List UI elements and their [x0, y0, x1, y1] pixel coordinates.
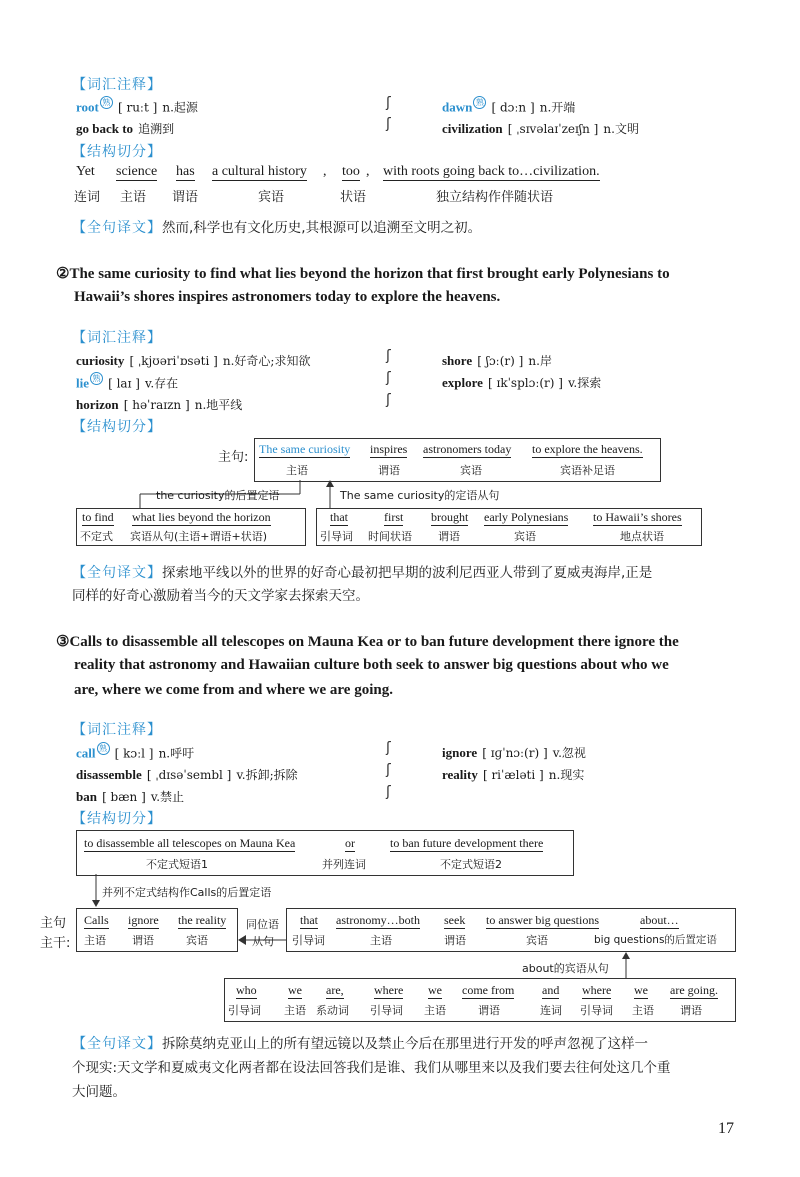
vocab-entry-curiosity: curiosity [ ˌkjʊəriˈɒsəti ] n.好奇心;求知欲: [76, 353, 311, 368]
translation-2-line-1: 【全句译文】探索地平线以外的世界的好奇心最初把早期的波利尼西亚人带到了夏威夷海岸,正是: [72, 565, 653, 581]
top-part-cn: 不定式短语2: [440, 858, 502, 871]
sentence-3-line-1: ③Calls to disassemble all telescopes on Mauna Kea or to ban future development there ignore the: [56, 634, 679, 650]
main-part-en: ignore: [128, 913, 159, 927]
vocab-entry-civilization: civilization [ ˌsɪvəlaɪˈzeɪʃn ] n.文明: [442, 121, 639, 136]
bottom-part-cn: 谓语: [478, 1004, 500, 1017]
bottom-part-en: where: [582, 983, 612, 997]
top-part-cn: 并列连词: [322, 858, 366, 871]
top-part-en: to disassemble all telescopes on Mauna Kea: [84, 836, 296, 850]
vocab-entry-ignore: ignore [ ɪɡˈnɔː(r) ] v.忽视: [442, 745, 586, 760]
main-part-en: The same curiosity: [259, 442, 351, 456]
main-part-cn: 宾语: [460, 464, 482, 477]
right-part-cn: 谓语: [438, 530, 460, 543]
clause-part-cn: big questions的后置定语: [594, 934, 717, 946]
part-cn: 连词: [74, 190, 101, 205]
bottom-part-cn: 主语: [632, 1004, 654, 1017]
bottom-part-en: where: [374, 983, 404, 997]
bottom-part-en: we: [634, 983, 648, 997]
right-part-cn: 地点状语: [620, 530, 664, 543]
main-part-en: inspires: [370, 442, 408, 456]
clause-part-cn: 引导词: [292, 934, 325, 947]
bottom-part-en: who: [236, 983, 257, 997]
main-part-en: astronomers today: [423, 442, 512, 456]
bottom-part-en: we: [288, 983, 302, 997]
squiggle-divider: ʃ: [386, 95, 391, 111]
main-prefix: 主干:: [40, 936, 71, 951]
main-part-cn: 宾语补足语: [560, 464, 615, 477]
bottom-part-cn: 主语: [284, 1004, 306, 1017]
vocab-entry-disassemble: disassemble [ ˌdɪsəˈsembl ] v.拆卸;拆除: [76, 767, 298, 782]
main-clause-prefix: 主句:: [218, 450, 249, 465]
translation-3-line-2: 个现实:天文学和夏威夷文化两者都在设法回答我们是谁、我们从哪里来以及我们要去往何处这几个重: [72, 1060, 671, 1076]
translation-1: 【全句译文】然而,科学也有文化历史,其根源可以追溯至文明之初。: [72, 220, 482, 236]
right-part-en: first: [384, 510, 404, 524]
bottom-part-en: and: [542, 983, 560, 997]
part-cn: 状语: [340, 190, 367, 205]
squiggle-divider: ʃ: [386, 348, 391, 364]
part-en: with roots going back to…civilization.: [383, 164, 600, 179]
bottom-part-cn: 引导词: [580, 1004, 613, 1017]
comma: ,: [366, 164, 370, 179]
right-part-cn: 引导词: [320, 530, 353, 543]
translation-2-line-2: 同样的好奇心激励着当今的天文学家去探索天空。: [72, 588, 369, 604]
clause-part-cn: 宾语: [526, 934, 548, 947]
sentence-3-line-3: are, where we come from and where we are going.: [74, 682, 393, 698]
main-part-en: to explore the heavens.: [532, 442, 643, 456]
main-prefix: 主句: [40, 916, 67, 931]
right-part-en: brought: [431, 510, 469, 524]
clause-part-cn: 谓语: [444, 934, 466, 947]
squiggle-divider: ʃ: [386, 784, 391, 800]
top-part-en: or: [345, 836, 355, 850]
sentence-3-line-2: reality that astronomy and Hawaiian culture both seek to answer big questions about who we: [74, 657, 669, 673]
clause-part-cn: 主语: [370, 934, 392, 947]
right-part-cn: 宾语: [514, 530, 536, 543]
main-part-en: the reality: [178, 913, 227, 927]
left-part-cn: 宾语从句(主语+谓语+状语): [130, 530, 268, 543]
main-part-cn: 主语: [286, 464, 308, 477]
clause-part-en: that: [300, 913, 318, 927]
main-part-en: Calls: [84, 913, 109, 927]
left-part-en: what lies beyond the horizon: [132, 510, 271, 524]
bottom-part-cn: 引导词: [370, 1004, 403, 1017]
vocab-entry-go-back-to: go back to 追溯到: [76, 121, 175, 136]
right-part-cn: 时间状语: [368, 530, 412, 543]
struct-label-1: 【结构切分】: [72, 144, 162, 160]
bottom-part-cn: 连词: [540, 1004, 562, 1017]
left-note: the curiosity的后置定语: [156, 489, 280, 502]
part-cn: 宾语: [258, 190, 285, 205]
squiggle-divider: ʃ: [386, 740, 391, 756]
part-cn: 主语: [120, 190, 147, 205]
translation-3-line-3: 大问题。: [72, 1084, 126, 1100]
part-en: science: [116, 164, 158, 179]
vocab-label-1: 【词汇注释】: [72, 77, 162, 93]
bottom-part-cn: 系动词: [316, 1004, 349, 1017]
main-part-cn: 宾语: [186, 934, 208, 947]
clause-part-en: about…: [640, 913, 679, 927]
vocab-label-2: 【词汇注释】: [72, 330, 162, 346]
squiggle-divider: ʃ: [386, 762, 391, 778]
clause-part-en: astronomy…both: [336, 913, 420, 927]
sentence-2-line-1: ②The same curiosity to find what lies beyond the horizon that first brought early Polynesians to: [56, 266, 670, 282]
translation-3-line-1: 【全句译文】拆除莫纳克亚山上的所有望远镜以及禁止今后在那里进行开发的呼声忽视了这样一: [72, 1036, 648, 1052]
page-number: 17: [718, 1120, 734, 1137]
part-en: has: [176, 164, 195, 179]
bottom-part-en: come from: [462, 983, 515, 997]
vocab-label-3: 【词汇注释】: [72, 722, 162, 738]
main-part-cn: 谓语: [378, 464, 400, 477]
left-part-en: to find: [82, 510, 114, 524]
part-en: a cultural history: [212, 164, 307, 179]
part-en: Yet: [76, 164, 95, 179]
main-part-cn: 谓语: [132, 934, 154, 947]
right-part-en: to Hawaii’s shores: [593, 510, 682, 524]
comma: ,: [323, 164, 327, 179]
squiggle-divider: ʃ: [386, 370, 391, 386]
vocab-entry-explore: explore [ ɪkˈsplɔː(r) ] v.探索: [442, 375, 602, 390]
struct-label-2: 【结构切分】: [72, 419, 162, 435]
vocab-entry-dawn: dawn 熟 [ dɔːn ] n.开端: [442, 98, 576, 115]
top-note: 并列不定式结构作Calls的后置定语: [102, 886, 272, 899]
right-part-en: that: [330, 510, 348, 524]
about-note: about的宾语从句: [522, 962, 609, 975]
bottom-part-cn: 主语: [424, 1004, 446, 1017]
squiggle-divider: ʃ: [386, 116, 391, 132]
bottom-part-en: are going.: [670, 983, 718, 997]
clause-part-en: seek: [444, 913, 466, 927]
vocab-entry-lie: lie 熟 [ laɪ ] v.存在: [76, 374, 179, 391]
part-cn: 独立结构作伴随状语: [436, 190, 554, 205]
top-part-en: to ban future development there: [390, 836, 544, 850]
main-part-cn: 主语: [84, 934, 106, 947]
vocab-entry-horizon: horizon [ həˈraɪzn ] n.地平线: [76, 397, 243, 412]
vocab-entry-shore: shore [ ʃɔː(r) ] n.岸: [442, 353, 552, 368]
bottom-part-en: we: [428, 983, 442, 997]
part-en: too: [342, 164, 360, 179]
vocab-entry-reality: reality [ riˈæləti ] n.现实: [442, 767, 585, 782]
vocab-entry-call: call 熟 [ kɔːl ] n.呼吁: [76, 744, 195, 761]
squiggle-divider: ʃ: [386, 392, 391, 408]
right-part-en: early Polynesians: [484, 510, 569, 524]
right-note: The same curiosity的定语从句: [340, 489, 500, 502]
top-part-cn: 不定式短语1: [146, 858, 208, 871]
bottom-part-cn: 引导词: [228, 1004, 261, 1017]
appositive-label: 同位语: [246, 918, 279, 931]
vocab-entry-root: root 熟 [ ruːt ] n.起源: [76, 98, 198, 115]
bottom-part-en: are,: [326, 983, 344, 997]
bottom-part-cn: 谓语: [680, 1004, 702, 1017]
struct-label-3: 【结构切分】: [72, 811, 162, 827]
left-part-cn: 不定式: [80, 530, 113, 543]
appositive-label: 从句: [252, 935, 274, 948]
part-cn: 谓语: [172, 190, 199, 205]
vocab-entry-ban: ban [ bæn ] v.禁止: [76, 789, 185, 804]
sentence-2-line-2: Hawaii’s shores inspires astronomers today to explore the heavens.: [74, 289, 501, 305]
clause-part-en: to answer big questions: [486, 913, 599, 927]
